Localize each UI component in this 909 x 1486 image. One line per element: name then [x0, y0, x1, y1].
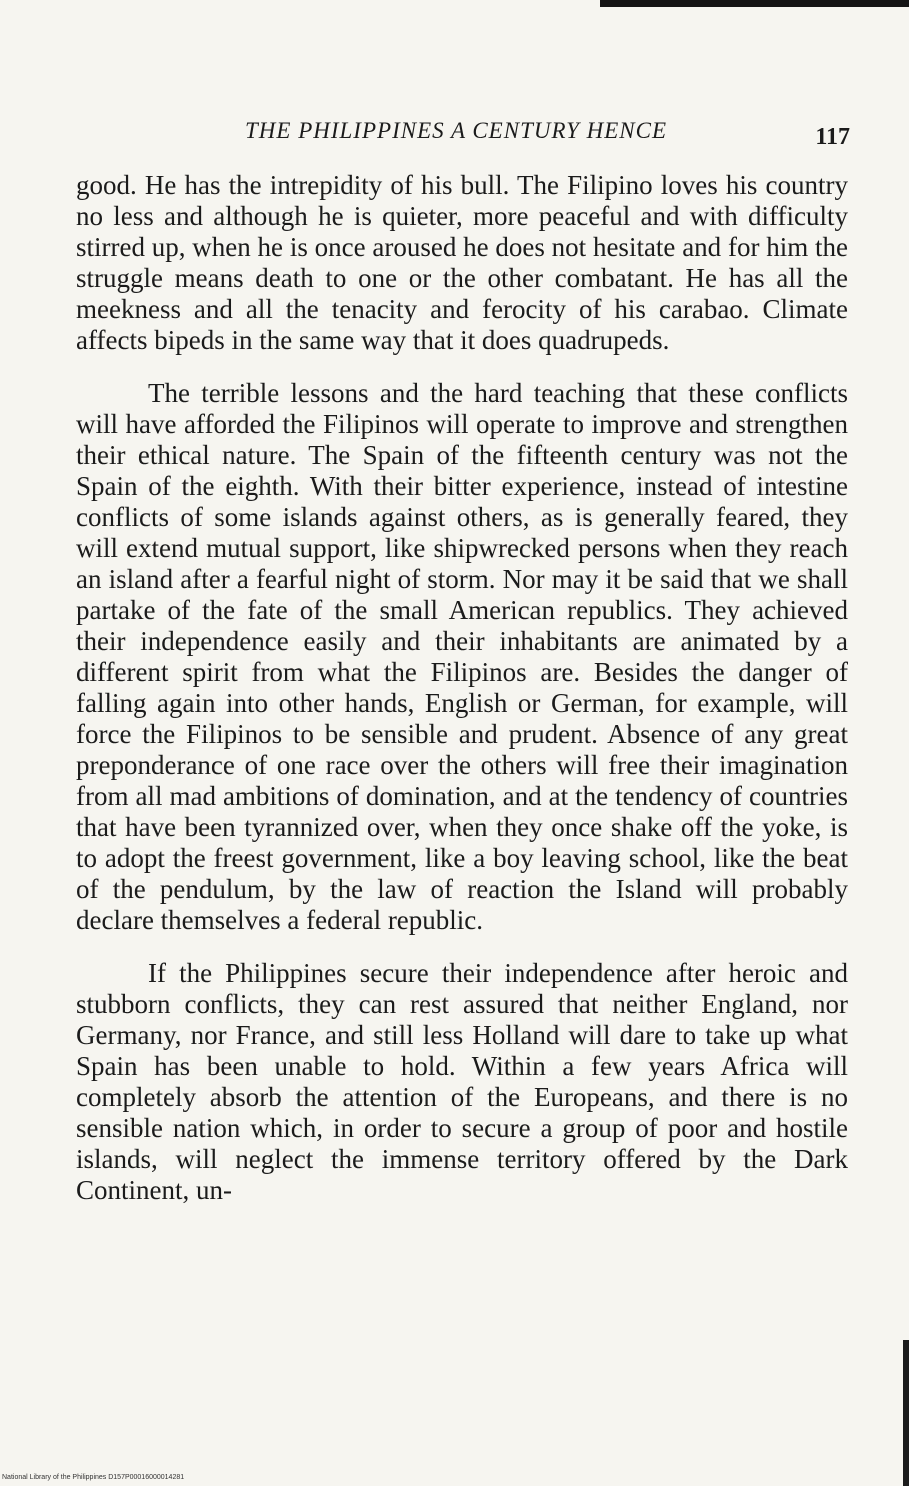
right-page-edge [903, 1340, 909, 1486]
body-text [76, 170, 848, 1206]
paragraph-2: The terrible lessons and the hard teaching that these conflicts will have afforded the Filipinos will operate to improve and strengthen their ethical nature. The Spain of the fifteenth century was not the Spain of the eighth. With their bitter experience, instead of intestine conflicts of some islands against others, as is generally feared, they will extend mutual support, like shipwrecked persons when they reach an island after a fearful night of storm. Nor may it be said that we shall partake of the fate of the small American republics. They achieved their independence easily and their inhabitants are animated by a different spirit from what the Filipinos are. Besides the danger of falling again into other hands, English or German, for example, will force the Filipinos to be sensible and prudent. Absence of any great preponderance of one race over the others will free their imagination from all mad ambitions of domination, and at the tendency of countries that have been tyrannized over, when they once shake off the yoke, is to adopt the freest government, like a boy leaving school, like the beat of the pendulum, by the law of reaction the Island will probably declare themselves a federal republic. [76, 378, 848, 935]
page-number: 117 [815, 124, 850, 150]
paragraph-3: If the Philippines secure their independence after heroic and stubborn conflicts, they can rest assured that neither England, nor Germany, nor France, and still less Holland will dare to take up what Spain has been unable to hold. Within a few years Africa will completely absorb the attention of the Europeans, and there is no sensible nation which, in order to secure a group of poor and hostile islands, will neglect the immense territory offered by the Dark Continent, un- [76, 958, 848, 1205]
top-border-rule [600, 0, 909, 7]
library-credit: National Library of the Philippines D157P00016000014281 [2, 1474, 185, 1481]
running-header [245, 110, 850, 150]
paragraph-1: good. He has the intrepidity of his bull. The Filipino loves his country no less and although he is quieter, more peaceful and with difficulty stirred up, when he is once aroused he does not hesitate and for him the struggle means death to one or the other combatant. He has all the meekness and all the tenacity and ferocity of his carabao. Climate affects bipeds in the same way that it does quadrupeds. [76, 170, 848, 355]
running-title: THE PHILIPPINES A CENTURY HENCE [245, 118, 668, 143]
